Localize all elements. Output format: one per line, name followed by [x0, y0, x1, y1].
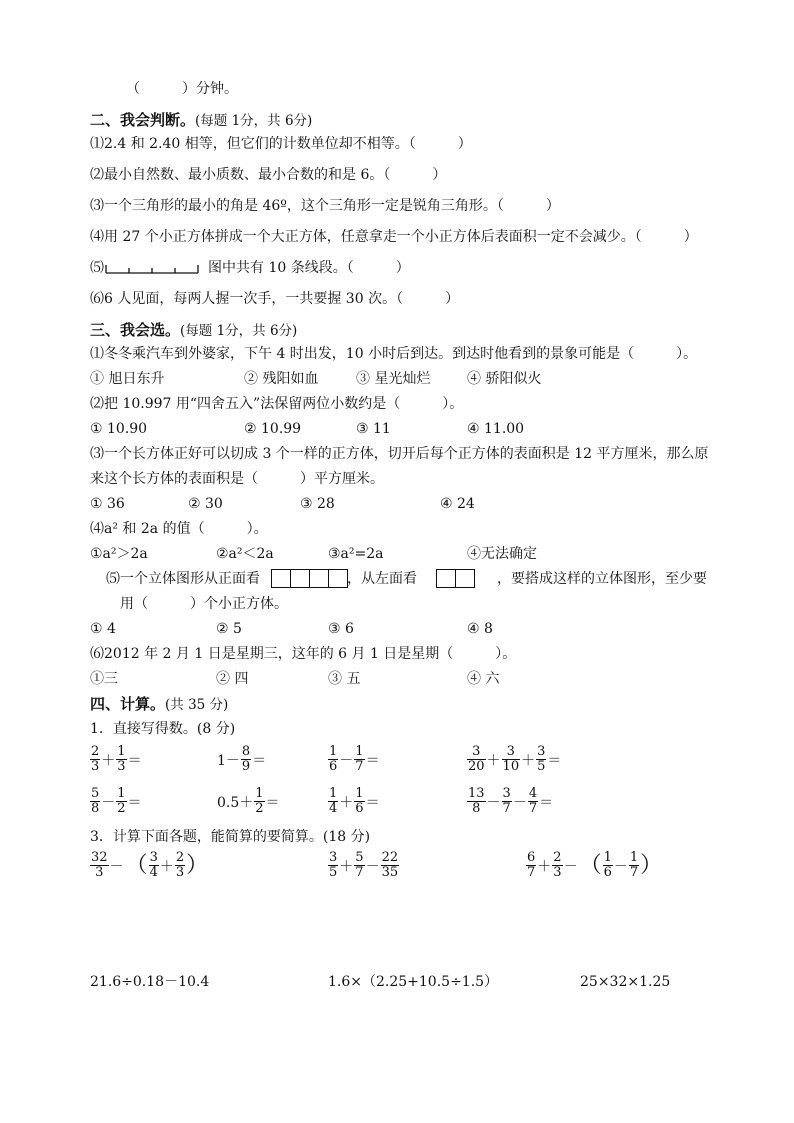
q5-option-4: ④ 8 — [467, 621, 493, 637]
section-4-note: (共 35 分) — [165, 697, 229, 713]
choice-q3-line1: ⑶一个长方体正好可以切成 3 个一样的正方体，切开后每个正方体的表面积是 12 平方厘米，那么原 — [90, 446, 709, 462]
calc-a2: 1－ $\frac{8}{9}$ ＝ — [217, 744, 267, 774]
calc-c3: $\frac{6}{7}$ ＋ $\frac{2}{3}$ －（ $\frac{1}{6}$ － $\frac{1}{7}$ ） — [527, 850, 663, 880]
q3-option-3: ③ 28 — [300, 496, 335, 512]
sub-3-heading: 3．计算下面各题，能简算的要简算。(18 分) — [90, 829, 371, 845]
q4-option-2: ②a²＜2a — [216, 546, 274, 562]
calc-d2: 1.6×（2.25+10.5÷1.5） — [328, 974, 499, 990]
calc-b2: 0.5＋ $\frac{1}{2}$ ＝ — [217, 786, 280, 816]
judge-item-2: ⑵最小自然数、最小质数、最小合数的和是 6。（ ） — [90, 167, 447, 183]
judge-item-6: ⑹6 人见面，每两人握一次手，一共要握 30 次。（ ） — [90, 291, 460, 307]
q6-option-1: ①三 — [90, 671, 118, 687]
choice-q4: ⑷a² 和 2a 的值（ ）。 — [90, 521, 268, 537]
line-segment-figure — [104, 262, 200, 276]
calc-b1: $\frac{5}{8}$ － $\frac{1}{2}$ ＝ — [91, 786, 142, 816]
q3-option-4: ④ 24 — [440, 496, 475, 512]
choice-q5-part2: ，从左面看 — [347, 571, 417, 587]
q6-option-3: ③ 五 — [328, 671, 361, 687]
left-view-figure — [437, 569, 475, 588]
section-2-title: 二、我会判断。 — [90, 111, 196, 129]
sub-1-heading: 1．直接写得数。(8 分) — [90, 721, 236, 737]
choice-q2: ⑵把 10.997 用“四舍五入”法保留两位小数约是（ ）。 — [90, 396, 464, 412]
choice-q3-line2: 来这个长方体的表面积是（ ）平方厘米。 — [90, 471, 384, 487]
q2-option-3: ③ 11 — [356, 421, 391, 437]
section-3-note: (每题 1分，共 6分) — [180, 323, 298, 339]
section-2-heading — [90, 111, 312, 130]
q5-option-1: ① 4 — [90, 621, 116, 637]
calc-c2: $\frac{3}{5}$ ＋ $\frac{5}{7}$ － $\frac{22}{35}$ — [329, 850, 399, 880]
q1-option-1: ① 旭日东升 — [90, 371, 165, 387]
section-2-note: (每题 1分，共 6分) — [195, 113, 313, 129]
choice-q5-line2: 用（ ）个小正方体。 — [120, 596, 288, 612]
q4-option-3: ③a²=2a — [328, 546, 384, 562]
q6-option-4: ④ 六 — [467, 671, 500, 687]
q3-option-1: ① 36 — [90, 496, 125, 512]
choice-q6: ⑹2012 年 2 月 1 日是星期三，这年的 6 月 1 日是星期（ ）。 — [90, 646, 517, 662]
q2-option-4: ④ 11.00 — [467, 421, 525, 437]
q1-option-3: ③ 星光灿烂 — [356, 371, 431, 387]
q2-option-2: ② 10.99 — [244, 421, 302, 437]
calc-d3: 25×32×1.25 — [580, 974, 671, 990]
choice-q1: ⑴冬冬乘汽车到外婆家，下午 4 时出发，10 小时后到达。到达时他看到的景象可能是（ ）。 — [90, 346, 698, 362]
q6-option-2: ② 四 — [216, 671, 249, 687]
q1-option-4: ④ 骄阳似火 — [467, 371, 542, 387]
calc-a3: $\frac{1}{6}$ － $\frac{1}{7}$ ＝ — [329, 744, 380, 774]
calc-c1: $\frac{32}{3}$ －（ $\frac{3}{4}$ ＋ $\frac{2}{3}$ ） — [91, 850, 209, 880]
calc-b3: $\frac{1}{4}$ ＋ $\frac{1}{6}$ ＝ — [329, 786, 380, 816]
q2-option-1: ① 10.90 — [90, 421, 148, 437]
section-3-heading — [90, 321, 297, 340]
section-4-heading — [90, 695, 228, 714]
choice-q5-part1: ⑸一个立体图形从正面看 — [106, 571, 260, 587]
calc-b4: $\frac{13}{8}$ － $\frac{3}{7}$ － $\frac{4}{7}$ ＝ — [468, 786, 554, 816]
calc-d1: 21.6÷0.18－10.4 — [90, 974, 210, 990]
q5-option-3: ③ 6 — [328, 621, 354, 637]
q5-option-2: ② 5 — [216, 621, 242, 637]
calc-a1: $\frac{2}{3}$ ＋ $\frac{1}{3}$ ＝ — [91, 744, 142, 774]
front-view-figure — [272, 569, 348, 588]
section-3-title: 三、我会选。 — [90, 321, 181, 339]
q3-option-2: ② 30 — [188, 496, 223, 512]
section-4-title: 四、计算。 — [90, 695, 166, 713]
q1-option-2: ② 残阳如血 — [244, 371, 319, 387]
judge-item-4: ⑷用 27 个小正方体拼成一个大正方体，任意拿走一个小正方体后表面积一定不会减少。（ ） — [90, 229, 698, 245]
choice-q5-part3: ，要搭成这样的立体图形，至少要 — [497, 571, 707, 587]
q4-option-1: ①a²＞2a — [90, 546, 148, 562]
judge-item-5-number: ⑸ — [90, 260, 104, 276]
judge-item-1: ⑴2.4 和 2.40 相等，但它们的计数单位却不相等。（ ） — [90, 136, 472, 152]
judge-item-5-text: 图中共有 10 条线段。（ ） — [208, 260, 410, 276]
prev-question-continuation: （ ）分钟。 — [126, 81, 238, 97]
calc-a4: $\frac{3}{20}$ ＋ $\frac{3}{10}$ ＋ $\frac{3}{5}$ ＝ — [468, 744, 562, 774]
judge-item-3: ⑶一个三角形的最小的角是 46º，这个三角形一定是锐角三角形。（ ） — [90, 198, 560, 214]
q4-option-4: ④无法确定 — [467, 546, 537, 562]
